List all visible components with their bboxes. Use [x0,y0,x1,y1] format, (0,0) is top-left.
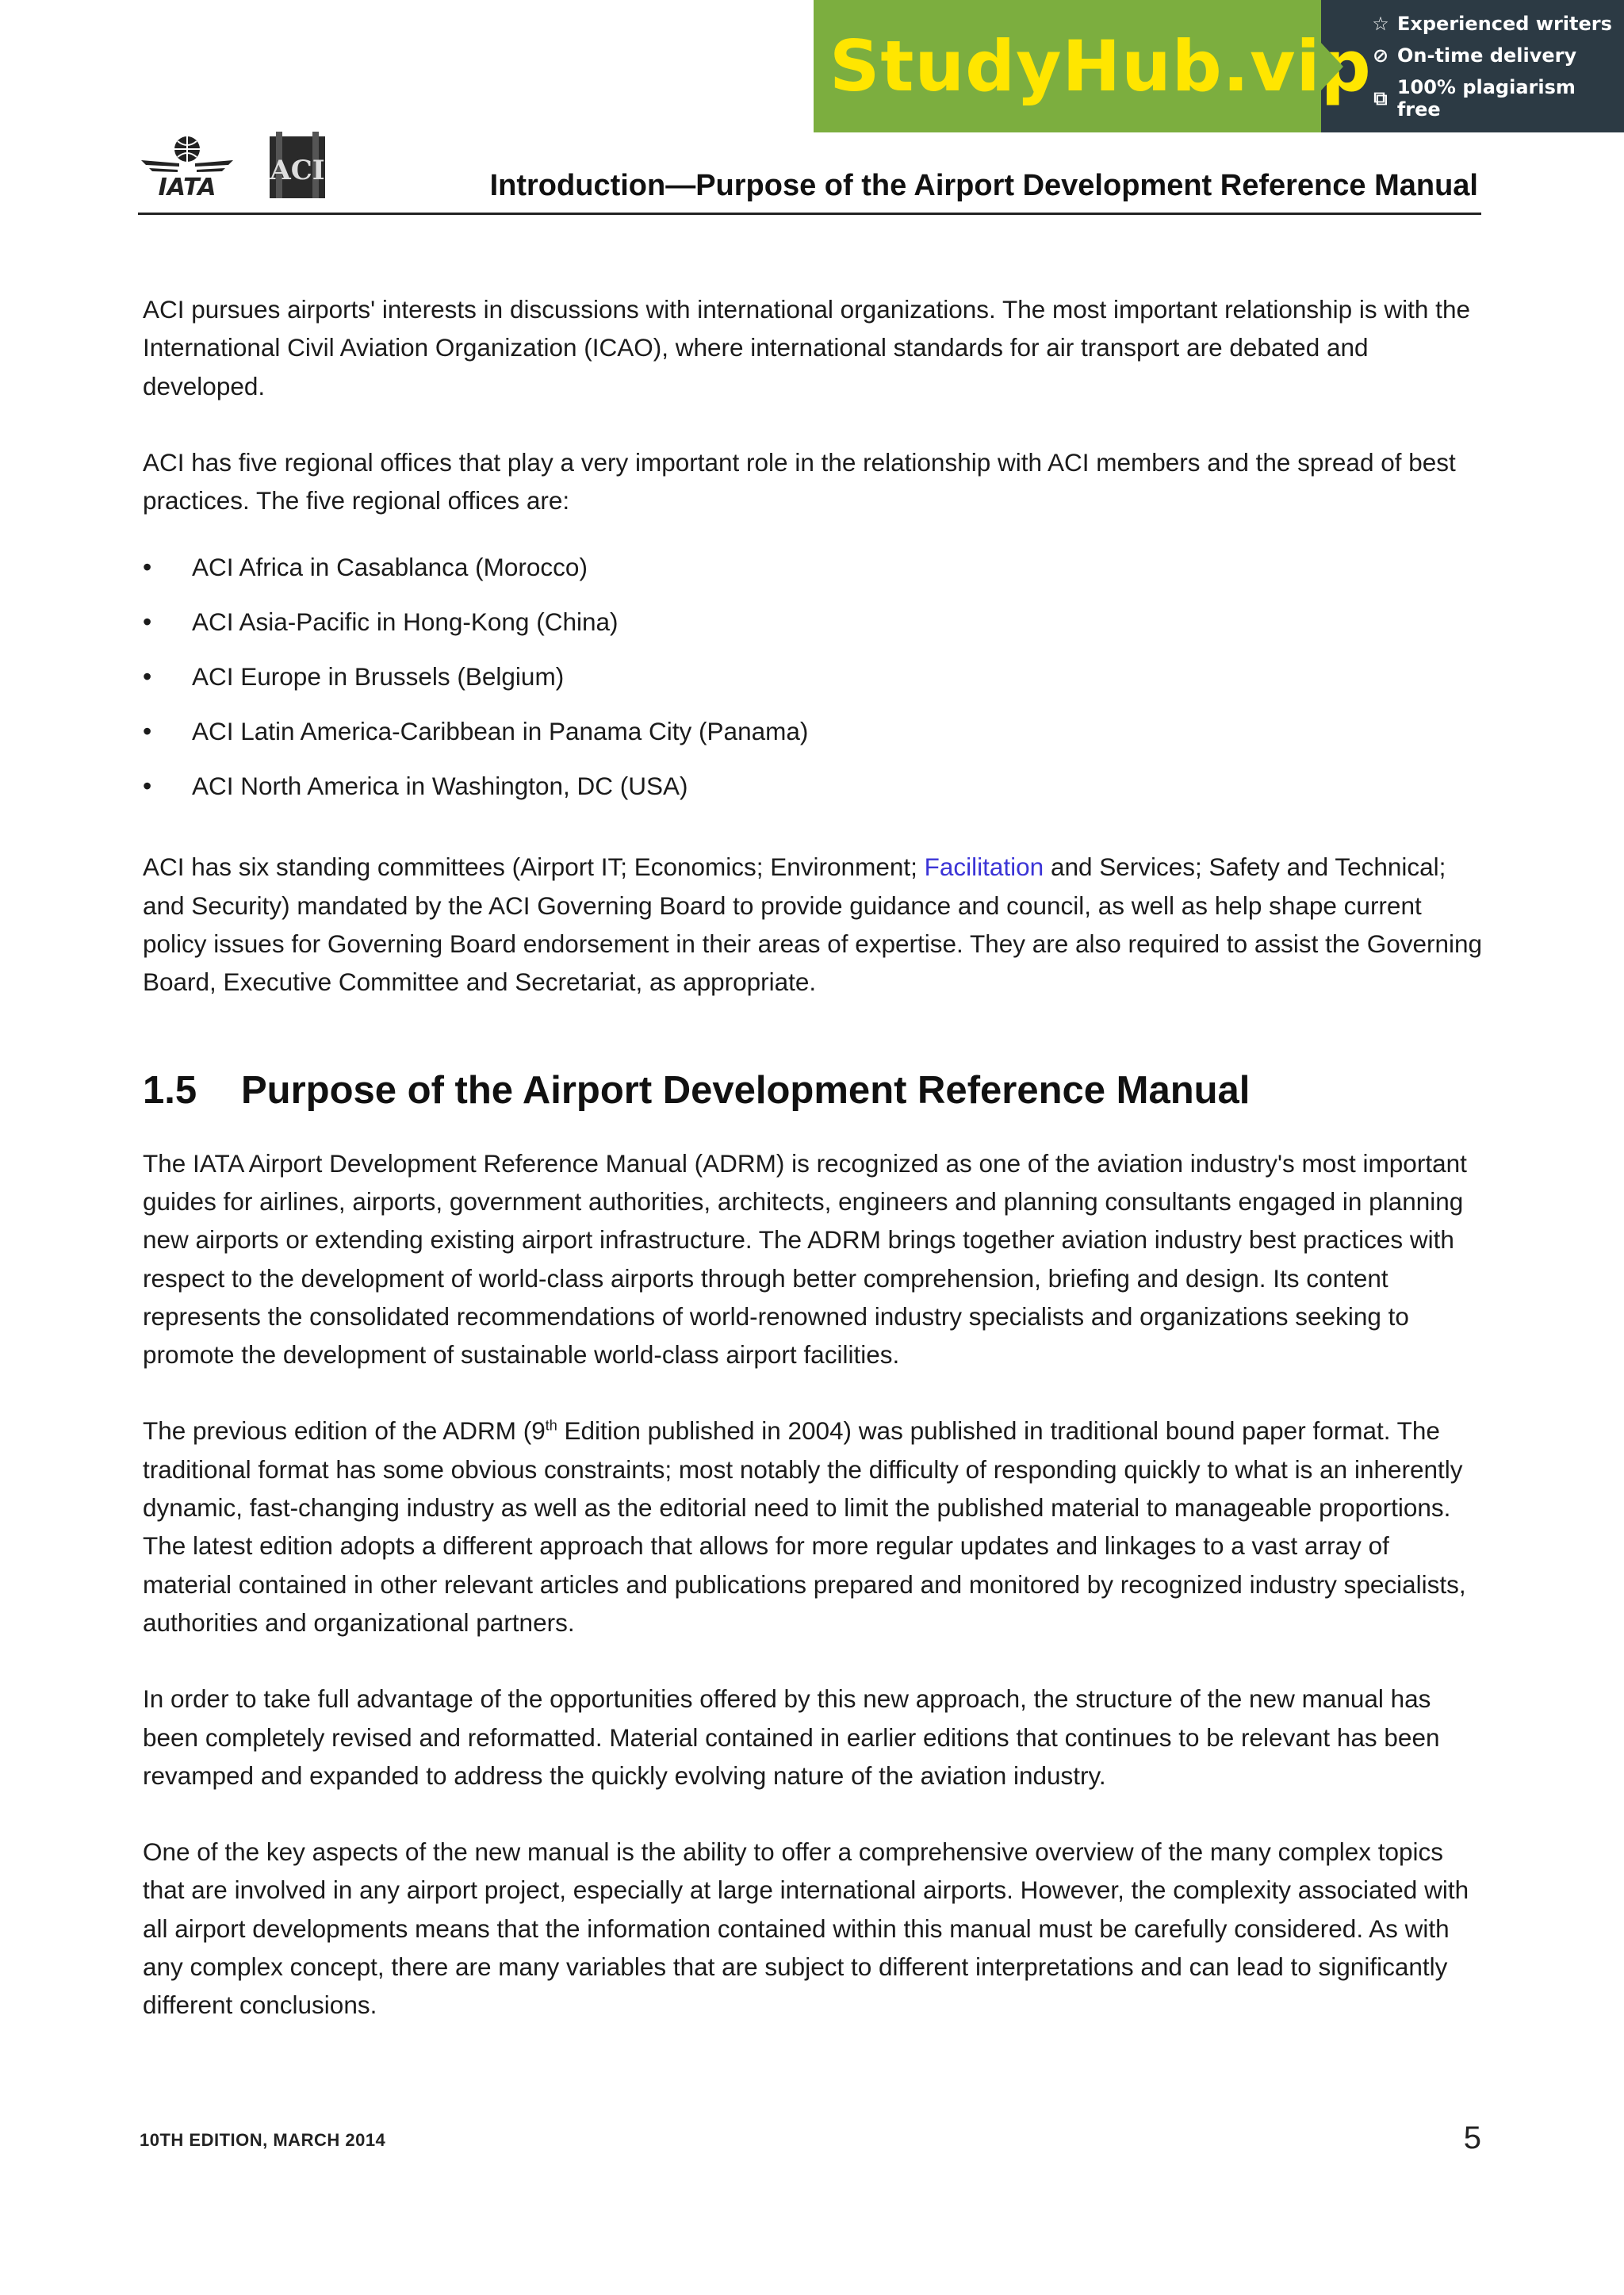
clock-icon: ⊘ [1372,44,1389,67]
regional-offices-list [143,548,1483,805]
studyhub-banner[interactable] [814,0,1624,132]
document-body [143,290,1483,2063]
paragraph-regional-offices: ACI has five regional offices that play a very important role in the relationship with ACI members and the spread of best practices. The five regional offices are: [143,447,1456,515]
paragraph-previous-edition: The previous edition of the ADRM (9th Edition published in 2004) was published in traditional bound paper format. The traditional format has some obvious constraints; most notably the difficulty of responding quickly to what is an inherently dynamic, fast-changing industry as well as the editorial need to limit the published material to manageable proportions. The latest edition adopts a different approach that allows for more regular updates and linkages to a vast array of material contained in other relevant articles and publications prepared and monitored by recognized industry specialists, authorities and organizational partners. [143,1416,1466,1637]
list-item: • ACI Latin America-Caribbean in Panama City (Panama) [143,712,1483,750]
svg-text:ACI: ACI [270,155,325,186]
studyhub-brand-text: StudyHub.vip [829,25,1372,107]
feature-plagiarism-free: ⧉ 100% plagiarism free [1370,76,1624,121]
paragraph-key-aspects: One of the key aspects of the new manual is the ability to offer a comprehensive overview of the many complex topics that are involved in any airport project, especially at large international airports. However, the complexity associated with all airport developments means that the information contained within this manual must be carefully considered. As with any complex concept, there are many variables that are subject to different interpretations and can lead to significantly different conclusions. [143,1837,1469,2020]
paragraph-aci-icao: ACI pursues airports' interests in discussions with international organizations. The most important relationship is with the International Civil Aviation Organization (ICAO), where international standards for air transport are debated and developed. [143,295,1470,400]
section-title: Purpose of the Airport Development Reference Manual [241,1068,1251,1112]
paragraph-new-approach: In order to take full advantage of the opportunities offered by this new approach, the structure of the new manual has been completely revised and reformatted. Material contained in earlier editions that continues to be relevant has been revamped and expanded to address the quickly evolving nature of the aviation industry. [143,1684,1440,1790]
section-heading [143,1067,1483,1114]
svg-text:IATA: IATA [158,174,216,198]
copy-icon: ⧉ [1373,86,1388,109]
page-number: 5 [1463,2121,1481,2155]
list-item: • ACI Europe in Brussels (Belgium) [143,657,1483,695]
aci-logo [265,128,330,200]
iata-logo [138,132,236,198]
section-number: 1.5 [143,1068,197,1112]
facilitation-link[interactable]: Facilitation [924,852,1044,882]
footer-edition: 10TH EDITION, MARCH 2014 [140,2130,386,2150]
studyhub-logo[interactable] [814,0,1372,132]
star-icon: ☆ [1372,12,1389,35]
paragraph-adrm-overview: The IATA Airport Development Reference Manual (ADRM) is recognized as one of the aviation industry's most important guides for airlines, airports, government authorities, architects, engineers and planning consultants engaged in planning new airports or extending existing airport infrastructure. The ADRM brings together aviation industry best practices with respect to the development of world-class airports through better comprehension, briefing and design. Its content represents the consolidated recommendations of world-renowned industry specialists and organizations seeking to promote the development of sustainable world-class airport facilities. [143,1148,1467,1370]
header-title: Introduction—Purpose of the Airport Development Reference Manual [489,169,1478,202]
list-item: • ACI Asia-Pacific in Hong-Kong (China) [143,603,1483,641]
feature-experienced-writers: ☆ Experienced writers [1370,13,1624,35]
running-header [138,125,1481,215]
list-item: • ACI Africa in Casablanca (Morocco) [143,548,1483,586]
paragraph-standing-committees: ACI has six standing committees (Airport IT; Economics; Environment; Facilitation and Services; Safety and Technical; and Security) mandated by the ACI Governing Board to provide guidance and council, as well as help shape current policy issues for Governing Board endorsement in their areas of expertise. They are also required to assist the Governing Board, Executive Committee and Secretariat, as appropriate. [143,852,1483,997]
list-item: • ACI North America in Washington, DC (USA) [143,767,1483,805]
feature-on-time-delivery: ⊘ On-time delivery [1370,44,1624,67]
